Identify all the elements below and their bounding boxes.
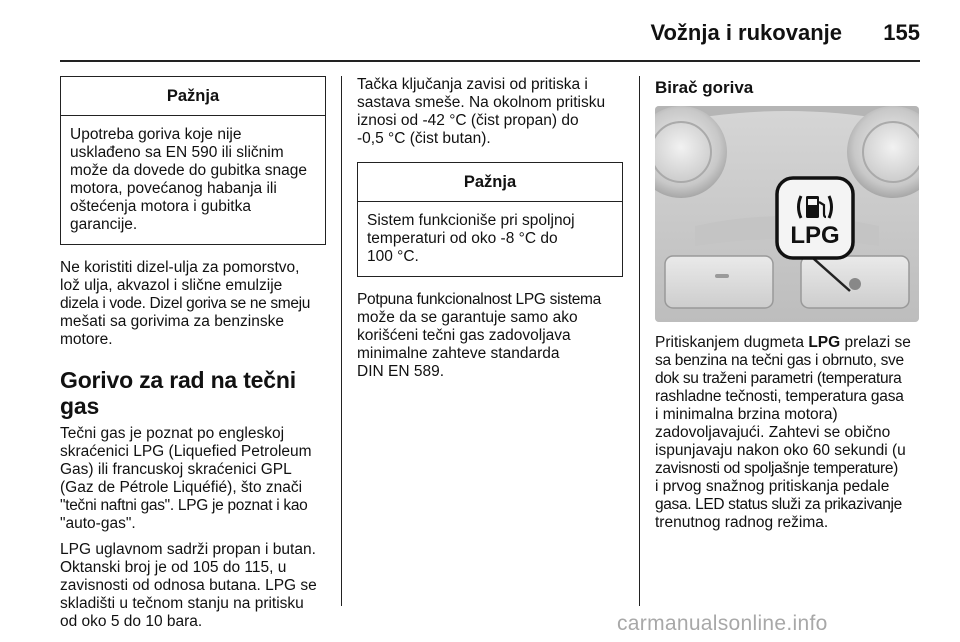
text-line: Tečni gas je poznat po engleskoj [60, 425, 285, 442]
text-line: motora, povećanog habanja ili [70, 180, 277, 197]
paragraph-fuel-selector [655, 334, 921, 532]
text-line: Potpuna funkcionalnost LPG sistema [357, 291, 601, 308]
caution-body [358, 202, 622, 276]
text-line: "auto-gas". [60, 515, 136, 532]
text-line: zavisnosti od odnosa butana. LPG se [60, 577, 317, 594]
text-line: Sistem funkcioniše pri spoljnoj [367, 212, 575, 229]
paragraph-boiling-point [357, 76, 623, 148]
caution-title: Pažnja [61, 77, 325, 116]
text-line: LPG uglavnom sadrži propan i butan. [60, 541, 316, 558]
text-line: od oko 5 do 10 bara. [60, 613, 203, 630]
text-line: motore. [60, 331, 113, 348]
text-line: zavisnosti od spoljašnje temperature) [655, 460, 898, 477]
text-run: Pritiskanjem dugmeta [655, 334, 809, 351]
section-heading-lpg: Gorivo za rad na tečni gas [60, 367, 296, 419]
text-line: trenutnog radnog režima. [655, 514, 829, 531]
text-line: rashladne tečnosti, temperatura gasa [655, 388, 904, 405]
fuel-pump-icon [795, 192, 835, 222]
text-line: i minimalna brzina motora) [655, 406, 838, 423]
text-line: može da dovede do gubitka snage [70, 162, 307, 179]
text-line: dizela i vode. Dizel goriva se ne smeju [60, 295, 310, 312]
text-line: skraćenici LPG (Liquefied Petroleum [60, 443, 312, 460]
text-line: garancije. [70, 216, 138, 233]
caution-body [61, 116, 325, 244]
column-3 [655, 76, 921, 532]
caution-box-fuel-standard [60, 76, 326, 245]
text-line: gasa. LED status služi za prikazivanje [655, 496, 902, 513]
text-line: -0,5 °C (čist butan). [357, 130, 491, 147]
text-line: minimalne zahteve standarda [357, 345, 560, 362]
text-line: 100 °C. [367, 248, 419, 265]
paragraph-full-functionality [357, 291, 623, 381]
text-run: prelazi se [840, 334, 911, 351]
text-line: i prvog snažnog pritiskanja pedale [655, 478, 890, 495]
text-line: može da se garantuje samo ako [357, 309, 578, 326]
text-line: skladišti u tečnom stanju na pritisku [60, 595, 304, 612]
dashboard-illustration [655, 106, 919, 322]
text-line: Tačka ključanja zavisi od pritiska i [357, 76, 588, 93]
text-line: lož ulja, akvazol i slične emulzije [60, 277, 283, 294]
column-1 [60, 76, 326, 631]
text-line: sa benzina na tečni gas i obrnuto, sve [655, 352, 904, 369]
text-line: DIN EN 589. [357, 363, 445, 380]
text-line: mešati sa gorivima za benzinske [60, 313, 284, 330]
text-line: iznosi od -42 °C (čist propan) do [357, 112, 579, 129]
text-line: (Gaz de Pétrole Liquéfié), što znači [60, 479, 303, 496]
text-line [655, 334, 921, 352]
caution-title: Pažnja [358, 163, 622, 202]
header-rule [60, 60, 920, 62]
section-title: Vožnja i rukovanje [650, 20, 842, 45]
paragraph-lpg-intro [60, 425, 326, 533]
text-line: Oktanski broj je od 105 do 115, u [60, 559, 287, 576]
text-line: zadovoljavajući. Zahtevi se obično [655, 424, 891, 441]
page-number: 155 [883, 20, 920, 45]
running-header [60, 14, 920, 54]
lpg-button-label: LPG [790, 222, 840, 249]
text-line: dok su traženi parametri (temperatura [655, 370, 902, 387]
lpg-term: LPG [808, 334, 841, 351]
lpg-button-photo [655, 106, 919, 322]
watermark: carmanualsonline.info [617, 612, 828, 635]
text-line: "tečni naftni gas". LPG je poznat i kao [60, 497, 308, 514]
column-divider-1 [341, 76, 342, 606]
text-line: sastava smeše. Na okolnom pritisku [357, 94, 606, 111]
text-line: Ne koristiti dizel-ulja za pomorstvo, [60, 259, 300, 276]
column-divider-2 [639, 76, 640, 606]
text-line: temperaturi od oko -8 °C do [367, 230, 558, 247]
text-line: oštećenja motora i gubitka [70, 198, 251, 215]
caution-box-temperature [357, 162, 623, 277]
text-line: korišćeni tečni gas zadovoljava [357, 327, 571, 344]
subheading-fuel-selector: Birač goriva [655, 78, 754, 97]
text-line: usklađeno sa EN 590 ili sličnim [70, 144, 284, 161]
paragraph-diesel-oils [60, 259, 326, 349]
text-line: ispunjavaju nakon oko 60 sekundi (u [655, 442, 906, 459]
paragraph-lpg-composition [60, 541, 326, 631]
text-line: Upotreba goriva koje nije [70, 126, 242, 143]
column-2 [357, 76, 623, 381]
text-line: Gas) ili francuskoj skraćenici GPL [60, 461, 292, 478]
